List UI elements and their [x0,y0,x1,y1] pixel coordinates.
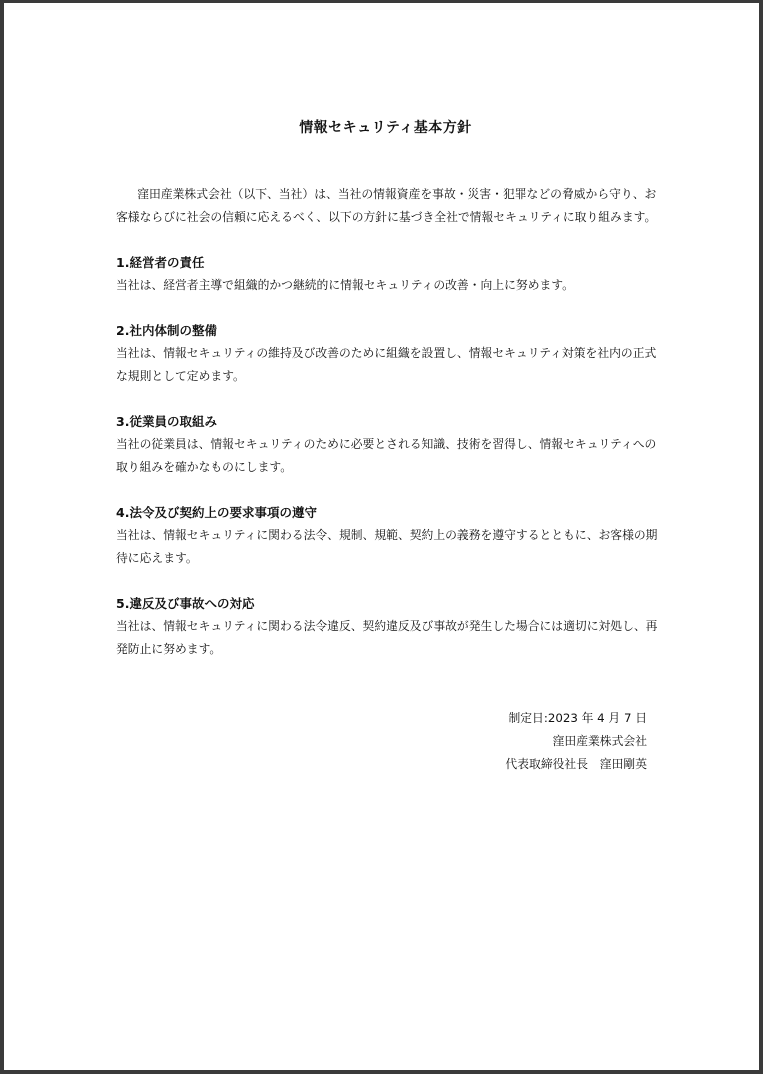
section-management-responsibility [116,251,658,297]
document-body [116,183,658,661]
section-heading: 2.社内体制の整備 [116,323,217,338]
section-body: 当社は、経営者主導で組織的かつ継続的に情報セキュリティの改善・向上に努めます。 [116,278,574,292]
section-heading: 4.法令及び契約上の要求事項の遵守 [116,505,317,520]
section-body: 当社は、情報セキュリティの維持及び改善のために組織を設置し、情報セキュリティ対策を社内の正式な規則として定めます。 [116,346,657,383]
section-legal-compliance [116,501,658,570]
section-body: 当社は、情報セキュリティに関わる法令、規制、規範、契約上の義務を遵守するとともに、お客様の期待に応えます。 [116,528,658,565]
intro-paragraph: 窪田産業株式会社（以下、当社）は、当社の情報資産を事故・災害・犯罪などの脅威から守り、お客様ならびに社会の信頼に応えるべく、以下の方針に基づき全社で情報セキュリティに取り組みます。 [116,187,657,224]
section-incident-response [116,592,658,661]
representative-name: 代表取締役社長 窪田剛英 [505,757,647,771]
company-name: 窪田産業株式会社 [552,734,647,748]
section-heading: 3.従業員の取組み [116,414,217,429]
section-body: 当社は、情報セキュリティに関わる法令違反、契約違反及び事故が発生した場合には適切に対処し、再発防止に努めます。 [116,619,658,656]
section-internal-structure [116,319,658,388]
section-heading: 5.違反及び事故への対応 [116,596,255,611]
signature-block [505,707,647,776]
section-employee-efforts [116,410,658,479]
section-heading: 1.経営者の責任 [116,255,205,270]
document-title: 情報セキュリティ基本方針 [299,120,472,136]
section-body: 当社の従業員は、情報セキュリティのために必要とされる知識、技術を習得し、情報セキュリティへの取り組みを確かなものにします。 [116,437,657,474]
enactment-date: 制定日:2023 年 4 月 7 日 [508,711,647,725]
